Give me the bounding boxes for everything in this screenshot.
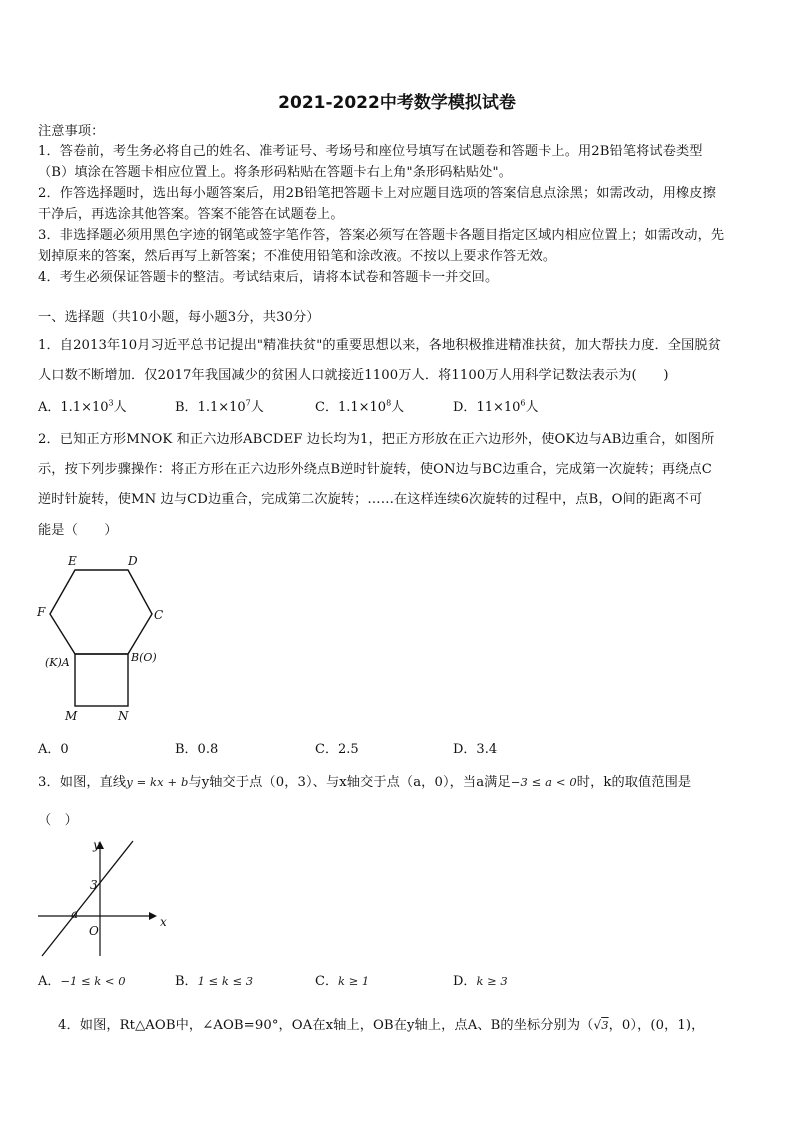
notes-heading: 注意事项： [38, 124, 105, 139]
graph-line [42, 841, 133, 956]
q2-text: 逆时针旋转，使MN 边与CD边重合，完成第二次旋转；……在这样连续6次旋转的过程中，点B，O间的距离不可 [38, 492, 703, 507]
label-x: x [160, 915, 167, 929]
q1-option-a[interactable]: A．$1.1\times 10^3$人 [38, 398, 127, 415]
label-m: M [65, 709, 78, 723]
q1-option-d[interactable]: D．$11\times 10^6$人 [453, 398, 539, 415]
q2-option-c[interactable]: C．2.5 [315, 742, 359, 757]
label-y: y [93, 838, 100, 852]
label-d: D [128, 554, 138, 568]
note-line: 划掉原来的答案，然后再写上新答案；不准使用铅笔和涂改液。不按以上要求作答无效。 [38, 249, 557, 264]
label-three: 3 [90, 878, 98, 892]
q3-text: 3．如图，直线𝑦 = 𝑘𝑥 + 𝑏与y轴交于点（0，3）、与x轴交于点（a，0），当a满足−3 ≤ 𝑎 < 0时，k的取值范围是 [38, 775, 692, 790]
label-f: F [37, 605, 46, 619]
label-ka: (K)A [45, 656, 70, 669]
q1-text: 1．自2013年10月习近平总书记提出"精准扶贫"的重要思想以来，各地积极推进精准扶贫，加大帮扶力度．全国脱贫 [38, 338, 721, 353]
q4-text: 4．如图，Rt△AOB中，∠AOB=90°，OA在x轴上，OB在y轴上，点A、B的坐标分别为（√3，0），(0，1)， [58, 1018, 705, 1033]
sqrt-symbol: √ [593, 1018, 602, 1032]
x-axis-arrow-icon [149, 912, 157, 920]
note-line: 3．非选择题必须用黑色字迹的钢笔或签字笔作答，答案必须写在答题卡各题目指定区域内相应位置上；如需改动，先 [38, 228, 725, 243]
note-line: 4．考生必须保证答题卡的整洁。考试结束后，请将本试卷和答题卡一并交回。 [38, 270, 499, 285]
q3-condition: −3 ≤ 𝑎 < 0 [510, 775, 577, 789]
q2-option-b[interactable]: B．0.8 [175, 742, 219, 757]
q1-text: 人口数不断增加．仅2017年我国减少的贫困人口就接近1100万人．将1100万人用科学记数法表示为( ) [38, 368, 669, 383]
section-heading: 一、选择题（共10小题，每小题3分，共30分） [38, 310, 320, 325]
q2-text: 示，按下列步骤操作：将正方形在正六边形外绕点B逆时针旋转，使ON边与BC边重合，完成第一次旋转；再绕点C [38, 462, 712, 477]
square-shape [75, 654, 128, 706]
q1-option-c[interactable]: C．$1.1\times 10^8$人 [315, 398, 405, 415]
q2-text: 能是（ ） [38, 523, 118, 538]
note-line: 干净后，再选涂其他答案。答案不能答在试题卷上。 [38, 207, 344, 222]
q1-option-b[interactable]: B．$1.1\times 10^7$人 [175, 398, 264, 415]
q2-option-d[interactable]: D．3.4 [453, 742, 498, 757]
label-c: C [154, 608, 164, 622]
hexagon-square-figure [30, 550, 180, 730]
label-o: O [89, 924, 99, 938]
note-line: （B）填涂在答题卡相应位置上。将条形码粘贴在答题卡右上角"条形码粘贴处"。 [38, 165, 512, 180]
hexagon-shape [50, 570, 152, 654]
label-a: a [71, 907, 79, 921]
label-n: N [118, 709, 129, 723]
note-line: 1．答卷前，考生务必将自己的姓名、准考证号、考场号和座位号填写在试题卷和答题卡上。用2B铅笔将试卷类型 [38, 144, 703, 159]
q3-text: （ ） [38, 813, 78, 828]
q3-option-d[interactable]: D．𝑘 ≥ 3 [453, 974, 508, 989]
q2-option-a[interactable]: A．0 [38, 742, 69, 757]
page-title: 2021-2022中考数学模拟试卷 [278, 93, 516, 113]
label-bo: B(O) [131, 651, 157, 664]
label-e: E [68, 554, 77, 568]
note-line: 2．作答选择题时，选出每小题答案后，用2B铅笔把答题卡上对应题目选项的答案信息点涂黑；如需改动，用橡皮擦 [38, 186, 716, 201]
q3-option-b[interactable]: B．1 ≤ 𝑘 ≤ 3 [175, 974, 254, 989]
q3-equation: 𝑦 = 𝑘𝑥 + 𝑏 [126, 775, 189, 789]
q2-text: 2．已知正方形MNOK 和正六边形ABCDEF 边长均为1，把正方形放在正六边形外，使OK边与AB边重合，如图所 [38, 432, 715, 447]
line-graph-figure [30, 838, 180, 963]
q3-option-a[interactable]: A．−1 ≤ 𝑘 < 0 [38, 974, 126, 989]
q3-option-c[interactable]: C．𝑘 ≥ 1 [315, 974, 370, 989]
sqrt-radicand: 3 [601, 1018, 609, 1032]
